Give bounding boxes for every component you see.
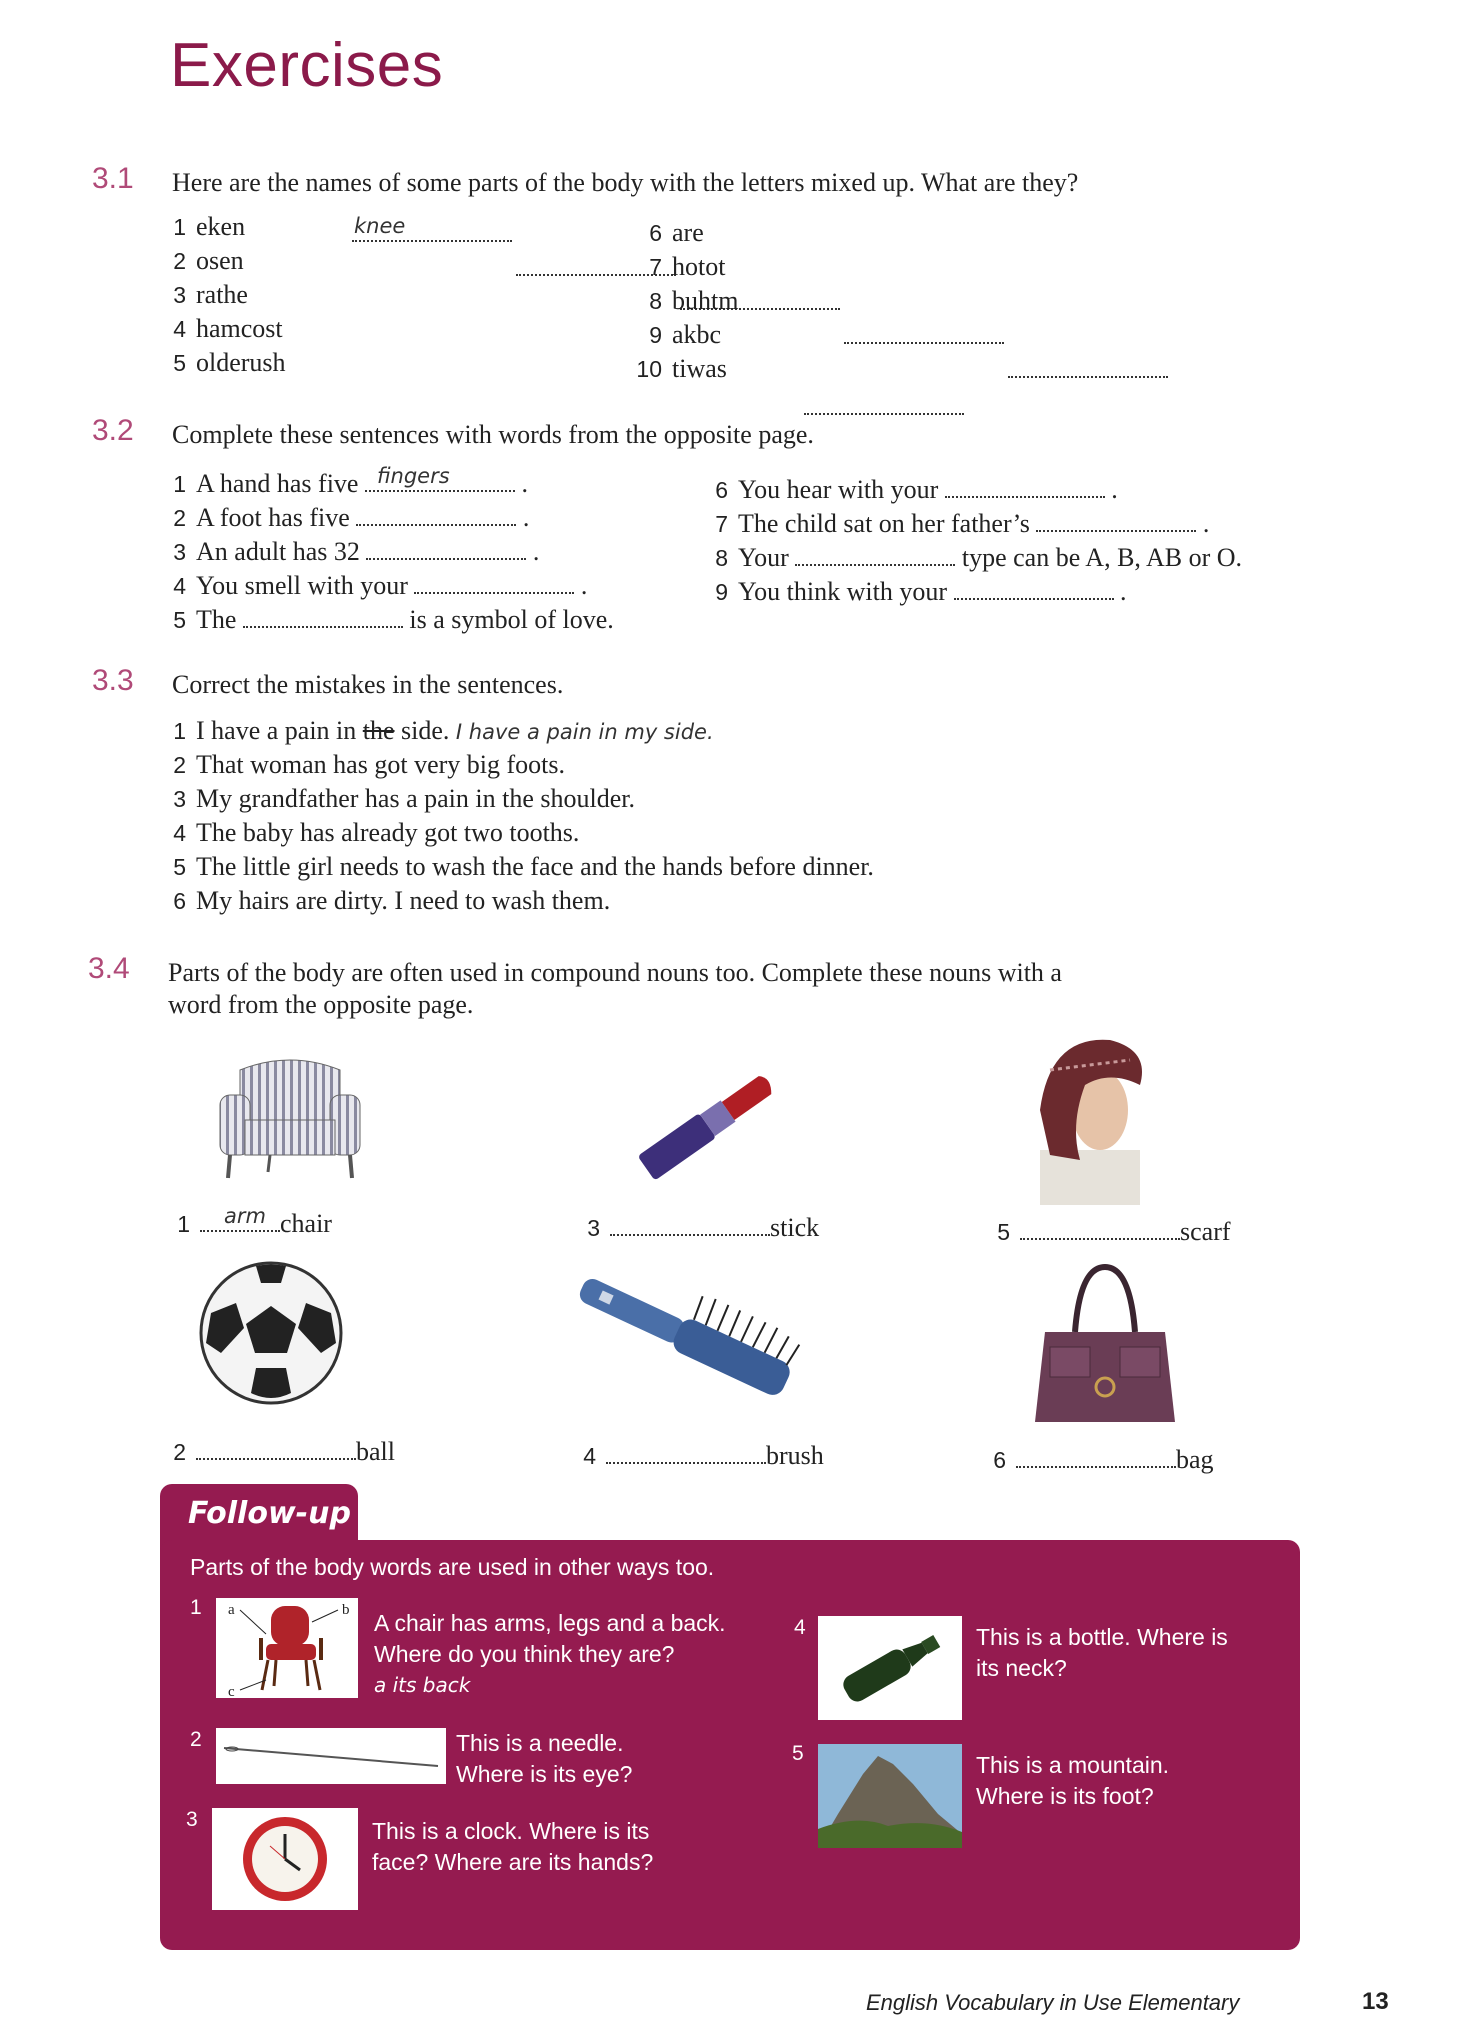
exercise-instruction: word from the opposite page. bbox=[168, 990, 474, 1019]
answer-blank[interactable] bbox=[196, 1434, 356, 1460]
list-item bbox=[160, 750, 565, 780]
item-number: 3 bbox=[587, 1215, 600, 1241]
answer-blank[interactable] bbox=[1016, 1442, 1176, 1468]
followup-text: Where is its foot? bbox=[976, 1783, 1154, 1809]
sentence-text: . bbox=[580, 571, 588, 600]
answer-blank[interactable] bbox=[954, 574, 1114, 600]
list-item bbox=[160, 246, 244, 276]
exercise-number: 3.4 bbox=[88, 952, 130, 985]
scrambled-word: buhtm bbox=[672, 286, 739, 315]
hairbrush-image bbox=[570, 1270, 810, 1410]
exercise-number: 3.1 bbox=[92, 162, 134, 195]
item-number: 5 bbox=[997, 1219, 1010, 1245]
list-item bbox=[164, 1206, 332, 1239]
followup-text: This is a bottle. Where is bbox=[976, 1624, 1228, 1650]
list-item bbox=[160, 1434, 395, 1467]
sentence-text: . bbox=[1120, 577, 1127, 606]
item-number: 5 bbox=[173, 854, 186, 880]
scrambled-word: are bbox=[672, 218, 704, 247]
item-number: 1 bbox=[177, 1211, 190, 1237]
followup-title: Follow-up bbox=[188, 1496, 351, 1531]
armchair-image bbox=[210, 1050, 370, 1190]
item-number: 7 bbox=[715, 511, 728, 537]
list-item bbox=[160, 818, 579, 848]
chair-image bbox=[216, 1598, 358, 1698]
headscarf-image bbox=[1030, 1030, 1150, 1205]
scrambled-word: hamcost bbox=[196, 314, 283, 343]
item-number: 2 bbox=[190, 1728, 202, 1751]
list-item bbox=[702, 472, 1118, 505]
scrambled-word: akbc bbox=[672, 320, 722, 349]
followup-text: This is a needle. bbox=[456, 1730, 624, 1756]
followup-text: This is a clock. Where is its bbox=[372, 1818, 650, 1844]
sentence-text: You think with your bbox=[738, 577, 948, 606]
list-item bbox=[160, 886, 610, 916]
answer-blank[interactable] bbox=[804, 389, 964, 415]
noun-suffix: brush bbox=[766, 1441, 824, 1470]
item-number: 2 bbox=[173, 752, 186, 778]
noun-suffix: bag bbox=[1176, 1445, 1214, 1474]
list-item bbox=[624, 286, 738, 316]
list-item bbox=[702, 506, 1209, 539]
exercise-instruction: Correct the mistakes in the sentences. bbox=[172, 670, 564, 699]
list-item bbox=[624, 218, 704, 248]
callout-label: c bbox=[228, 1684, 235, 1698]
handbag-image bbox=[1030, 1262, 1180, 1432]
sentence-text: Your bbox=[738, 543, 789, 572]
answer-blank[interactable] bbox=[352, 216, 512, 242]
noun-suffix: chair bbox=[280, 1209, 332, 1238]
item-number: 3 bbox=[173, 539, 186, 565]
scrambled-word: osen bbox=[196, 246, 244, 275]
followup-text: This is a mountain. bbox=[976, 1752, 1170, 1778]
page-title: Exercises bbox=[170, 31, 444, 100]
answer-blank[interactable] bbox=[1008, 352, 1168, 378]
item-number: 6 bbox=[173, 888, 186, 914]
answer-blank[interactable] bbox=[1036, 506, 1196, 532]
answer-blank[interactable] bbox=[945, 472, 1105, 498]
item-number: 3 bbox=[173, 786, 186, 812]
scrambled-word: tiwas bbox=[672, 354, 727, 383]
exercise-number: 3.3 bbox=[92, 664, 134, 697]
followup-text: Where do you think they are? bbox=[374, 1641, 675, 1667]
followup-text: A chair has arms, legs and a back. bbox=[374, 1610, 726, 1636]
sentence-text: You hear with your bbox=[738, 475, 939, 504]
answer-text: a its back bbox=[374, 1673, 471, 1697]
exercise-instruction: Here are the names of some parts of the body with the letters mixed up. What are they? bbox=[172, 168, 1079, 197]
item-number: 3 bbox=[186, 1808, 198, 1831]
list-item bbox=[160, 314, 283, 344]
answer-blank[interactable] bbox=[414, 568, 574, 594]
sentence-text: The baby has already got two tooths. bbox=[196, 818, 580, 847]
sentence-text: I have a pain in bbox=[196, 716, 357, 745]
answer-blank[interactable] bbox=[356, 500, 516, 526]
answer-blank[interactable] bbox=[795, 540, 955, 566]
item-number: 5 bbox=[173, 350, 186, 376]
needle-image bbox=[216, 1728, 446, 1784]
book-title: English Vocabulary in Use Elementary bbox=[866, 1990, 1240, 2015]
sentence-text: The bbox=[196, 605, 237, 634]
list-item bbox=[624, 354, 727, 384]
item-number: 2 bbox=[173, 505, 186, 531]
scrambled-word: hotot bbox=[672, 252, 726, 281]
noun-suffix: stick bbox=[770, 1213, 820, 1242]
football-image bbox=[196, 1258, 346, 1408]
crossed-out-word: the bbox=[362, 716, 395, 745]
item-number: 4 bbox=[794, 1616, 806, 1639]
item-number: 1 bbox=[190, 1596, 202, 1619]
sentence-text: You smell with your bbox=[196, 571, 408, 600]
exercise-instruction: Parts of the body are often used in compound nouns too. Complete these nouns with a bbox=[168, 958, 1062, 987]
answer-blank[interactable] bbox=[365, 466, 515, 492]
exercise-number: 3.2 bbox=[92, 414, 134, 447]
callout-label: b bbox=[342, 1602, 350, 1618]
clock-image bbox=[212, 1808, 358, 1910]
item-number: 7 bbox=[649, 254, 662, 280]
list-item bbox=[160, 500, 529, 533]
sentence-text: is a symbol of love. bbox=[409, 605, 614, 634]
answer-blank[interactable] bbox=[844, 318, 1004, 344]
list-item bbox=[160, 852, 874, 882]
answer-blank[interactable] bbox=[606, 1438, 766, 1464]
list-item bbox=[160, 784, 635, 814]
item-number: 4 bbox=[173, 316, 186, 342]
sentence-text: . bbox=[521, 469, 528, 498]
sentence-text: A hand has five bbox=[196, 469, 359, 498]
item-number: 9 bbox=[649, 322, 662, 348]
answer-blank[interactable] bbox=[366, 534, 526, 560]
scrambled-word: eken bbox=[196, 212, 246, 241]
scrambled-word: olderush bbox=[196, 348, 286, 377]
item-number: 2 bbox=[173, 1439, 186, 1465]
list-item bbox=[984, 1214, 1231, 1247]
item-number: 4 bbox=[583, 1443, 596, 1469]
list-item bbox=[160, 348, 286, 378]
list-item bbox=[570, 1438, 824, 1471]
sentence-text: The little girl needs to wash the face and the hands before dinner. bbox=[196, 852, 874, 881]
item-number: 1 bbox=[173, 214, 186, 240]
item-number: 6 bbox=[649, 220, 662, 246]
followup-text: its neck? bbox=[976, 1655, 1067, 1681]
answer-text: arm bbox=[224, 1204, 266, 1228]
sentence-text: . bbox=[1111, 475, 1118, 504]
list-item bbox=[160, 466, 528, 499]
answer-blank[interactable] bbox=[610, 1210, 770, 1236]
sentence-text: My hairs are dirty. I need to wash them. bbox=[196, 886, 611, 915]
answer-text: fingers bbox=[376, 464, 450, 488]
sentence-text: A foot has five bbox=[196, 503, 350, 532]
item-number: 10 bbox=[636, 356, 662, 382]
scrambled-word: rathe bbox=[196, 280, 248, 309]
list-item bbox=[160, 716, 714, 746]
item-number: 5 bbox=[792, 1742, 804, 1765]
list-item bbox=[702, 540, 1242, 573]
sentence-text: side. bbox=[401, 716, 450, 745]
exercise-instruction: Complete these sentences with words from the opposite page. bbox=[172, 420, 814, 449]
item-number: 4 bbox=[173, 573, 186, 599]
list-item bbox=[160, 602, 614, 635]
list-item bbox=[702, 574, 1127, 607]
answer-blank[interactable] bbox=[243, 602, 403, 628]
bottle-image bbox=[818, 1616, 962, 1720]
item-number: 8 bbox=[649, 288, 662, 314]
noun-suffix: ball bbox=[356, 1437, 395, 1466]
sentence-text: That woman has got very big foots. bbox=[196, 750, 565, 779]
item-number: 2 bbox=[173, 248, 186, 274]
item-number: 4 bbox=[173, 820, 186, 846]
sentence-text: An adult has 32 bbox=[196, 537, 360, 566]
list-item bbox=[980, 1442, 1214, 1475]
item-number: 1 bbox=[173, 471, 186, 497]
answer-blank[interactable] bbox=[200, 1206, 280, 1232]
list-item bbox=[160, 534, 539, 567]
followup-text: face? Where are its hands? bbox=[372, 1849, 654, 1875]
sentence-text: My grandfather has a pain in the shoulder. bbox=[196, 784, 635, 813]
answer-text: I have a pain in my side. bbox=[455, 720, 714, 744]
sentence-text: . bbox=[522, 503, 530, 532]
sentence-text: . bbox=[1202, 509, 1210, 538]
followup-intro: Parts of the body words are used in other ways too. bbox=[190, 1554, 715, 1580]
followup-text: Where is its eye? bbox=[456, 1761, 633, 1787]
list-item bbox=[624, 320, 721, 350]
callout-label: a bbox=[228, 1602, 235, 1618]
item-number: 6 bbox=[993, 1447, 1006, 1473]
sentence-text: . bbox=[532, 537, 540, 566]
list-item bbox=[160, 212, 245, 242]
item-number: 3 bbox=[173, 282, 186, 308]
lipstick-image bbox=[620, 1050, 800, 1190]
list-item bbox=[574, 1210, 819, 1243]
page-number: 13 bbox=[1362, 1988, 1389, 2015]
answer-text: knee bbox=[354, 214, 406, 238]
list-item bbox=[624, 252, 725, 282]
sentence-text: type can be A, B, AB or O. bbox=[961, 543, 1243, 572]
item-number: 8 bbox=[715, 545, 728, 571]
item-number: 9 bbox=[715, 579, 728, 605]
list-item bbox=[160, 568, 587, 601]
item-number: 6 bbox=[715, 477, 728, 503]
item-number: 5 bbox=[173, 607, 186, 633]
mountain-image bbox=[818, 1744, 962, 1848]
noun-suffix: scarf bbox=[1180, 1217, 1231, 1246]
list-item bbox=[160, 280, 248, 310]
answer-blank[interactable] bbox=[1020, 1214, 1180, 1240]
item-number: 1 bbox=[173, 718, 186, 744]
sentence-text: The child sat on her father’s bbox=[738, 509, 1030, 538]
